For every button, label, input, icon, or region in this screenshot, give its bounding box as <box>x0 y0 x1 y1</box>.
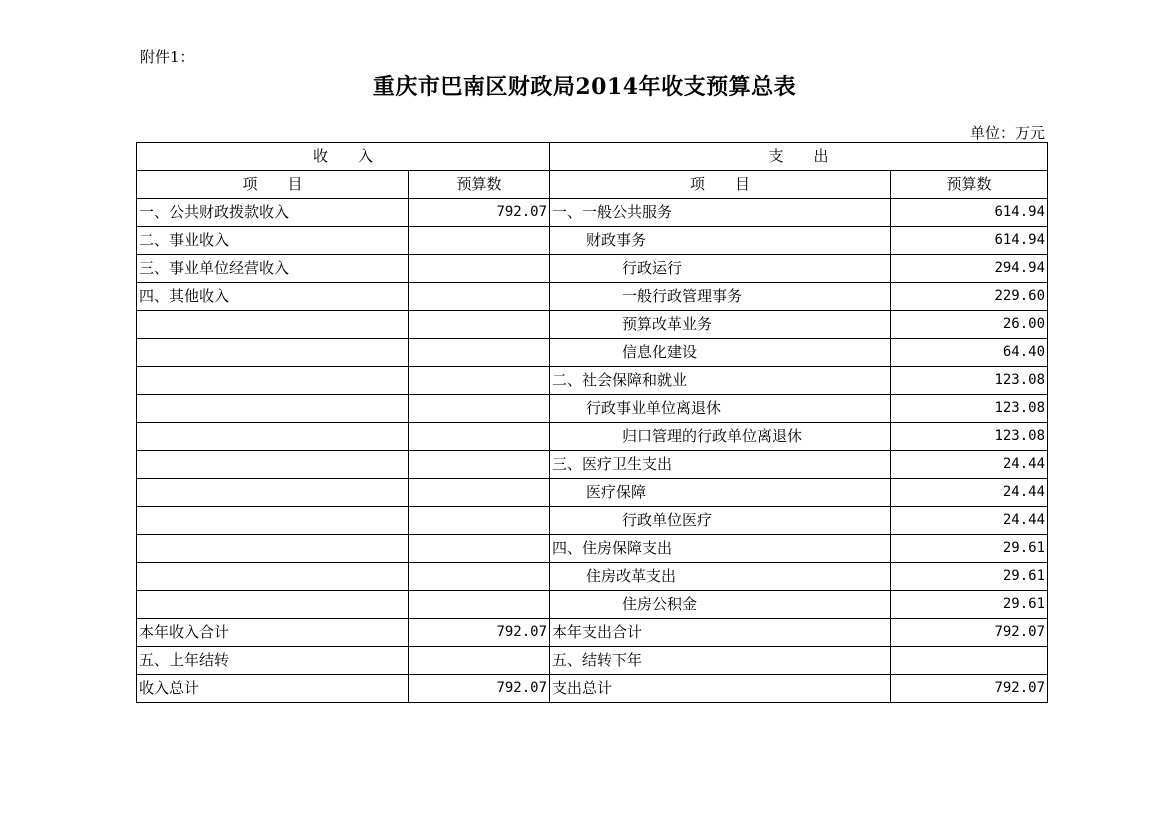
expense-value-cell: 123.08 <box>891 367 1048 395</box>
expense-budget-header: 预算数 <box>891 171 1048 199</box>
table-row <box>137 395 1048 423</box>
income-item-cell: 三、事业单位经营收入 <box>137 255 409 283</box>
income-group-header: 收 入 <box>137 143 550 171</box>
income-value-cell <box>409 227 550 255</box>
income-value-cell <box>409 451 550 479</box>
expense-item-cell: 财政事务 <box>550 227 891 255</box>
income-item-cell <box>137 423 409 451</box>
income-value-cell <box>409 647 550 675</box>
income-item-header: 项 目 <box>137 171 409 199</box>
expense-item-cell: 行政单位医疗 <box>550 507 891 535</box>
income-value-cell <box>409 535 550 563</box>
expense-value-cell: 229.60 <box>891 283 1048 311</box>
expense-item-cell: 信息化建设 <box>550 339 891 367</box>
table-row <box>137 283 1048 311</box>
income-value-cell <box>409 255 550 283</box>
expense-item-cell: 一、一般公共服务 <box>550 199 891 227</box>
income-value-cell: 792.07 <box>409 619 550 647</box>
income-item-cell <box>137 479 409 507</box>
expense-value-cell: 29.61 <box>891 591 1048 619</box>
table-row <box>137 563 1048 591</box>
expense-item-cell: 行政事业单位离退休 <box>550 395 891 423</box>
expense-item-cell: 二、社会保障和就业 <box>550 367 891 395</box>
expense-item-cell: 一般行政管理事务 <box>550 283 891 311</box>
income-value-cell <box>409 395 550 423</box>
income-item-cell <box>137 395 409 423</box>
income-item-cell: 一、公共财政拨款收入 <box>137 199 409 227</box>
expense-value-cell <box>891 647 1048 675</box>
income-item-cell <box>137 563 409 591</box>
expense-value-cell: 24.44 <box>891 451 1048 479</box>
table-row <box>137 367 1048 395</box>
income-item-cell: 四、其他收入 <box>137 283 409 311</box>
income-value-cell <box>409 367 550 395</box>
expense-value-cell: 614.94 <box>891 227 1048 255</box>
expense-item-cell: 四、住房保障支出 <box>550 535 891 563</box>
table-row <box>137 311 1048 339</box>
table-row <box>137 451 1048 479</box>
income-value-cell <box>409 563 550 591</box>
income-value-cell <box>409 339 550 367</box>
table-row <box>137 255 1048 283</box>
table-row <box>137 479 1048 507</box>
income-value-cell <box>409 311 550 339</box>
income-item-cell: 二、事业收入 <box>137 227 409 255</box>
expense-value-cell: 614.94 <box>891 199 1048 227</box>
table-row <box>137 227 1048 255</box>
income-item-cell <box>137 311 409 339</box>
table-row <box>137 339 1048 367</box>
expense-item-cell: 三、医疗卫生支出 <box>550 451 891 479</box>
table-row <box>137 647 1048 675</box>
income-value-cell <box>409 479 550 507</box>
expense-item-cell: 住房改革支出 <box>550 563 891 591</box>
income-budget-header: 预算数 <box>409 171 550 199</box>
page-title: 重庆市巴南区财政局2014年收支预算总表 <box>372 74 797 100</box>
expense-value-cell: 294.94 <box>891 255 1048 283</box>
expense-item-cell: 五、结转下年 <box>550 647 891 675</box>
expense-value-cell: 26.00 <box>891 311 1048 339</box>
expense-item-cell: 住房公积金 <box>550 591 891 619</box>
expense-value-cell: 123.08 <box>891 423 1048 451</box>
table-row <box>137 619 1048 647</box>
table-row <box>137 423 1048 451</box>
expense-value-cell: 792.07 <box>891 619 1048 647</box>
expense-item-cell: 归口管理的行政单位离退休 <box>550 423 891 451</box>
income-value-cell <box>409 591 550 619</box>
expense-value-cell: 792.07 <box>891 675 1048 703</box>
expense-group-header: 支 出 <box>550 143 1048 171</box>
expense-value-cell: 29.61 <box>891 535 1048 563</box>
expense-value-cell: 29.61 <box>891 563 1048 591</box>
expense-value-cell: 64.40 <box>891 339 1048 367</box>
income-value-cell <box>409 423 550 451</box>
income-item-cell: 五、上年结转 <box>137 647 409 675</box>
expense-item-cell: 预算改革业务 <box>550 311 891 339</box>
table-row <box>137 199 1048 227</box>
table-row <box>137 507 1048 535</box>
income-value-cell: 792.07 <box>409 675 550 703</box>
expense-value-cell: 24.44 <box>891 479 1048 507</box>
expense-item-cell: 行政运行 <box>550 255 891 283</box>
column-header-row <box>137 171 1048 199</box>
income-value-cell <box>409 507 550 535</box>
income-value-cell <box>409 283 550 311</box>
income-value-cell: 792.07 <box>409 199 550 227</box>
group-header-row <box>137 143 1048 171</box>
expense-value-cell: 123.08 <box>891 395 1048 423</box>
income-item-cell <box>137 451 409 479</box>
attachment-label: 附件1： <box>140 48 195 66</box>
income-item-cell <box>137 591 409 619</box>
expense-item-header: 项 目 <box>550 171 891 199</box>
expense-item-cell: 医疗保障 <box>550 479 891 507</box>
income-item-cell <box>137 507 409 535</box>
income-item-cell <box>137 535 409 563</box>
income-item-cell <box>137 367 409 395</box>
unit-label: 单位：万元 <box>969 124 1045 142</box>
income-item-cell: 本年收入合计 <box>137 619 409 647</box>
income-item-cell <box>137 339 409 367</box>
expense-item-cell: 本年支出合计 <box>550 619 891 647</box>
income-item-cell: 收入总计 <box>137 675 409 703</box>
expense-value-cell: 24.44 <box>891 507 1048 535</box>
table-row <box>137 535 1048 563</box>
table-row <box>137 675 1048 703</box>
expense-item-cell: 支出总计 <box>550 675 891 703</box>
budget-table <box>136 142 1048 703</box>
table-row <box>137 591 1048 619</box>
